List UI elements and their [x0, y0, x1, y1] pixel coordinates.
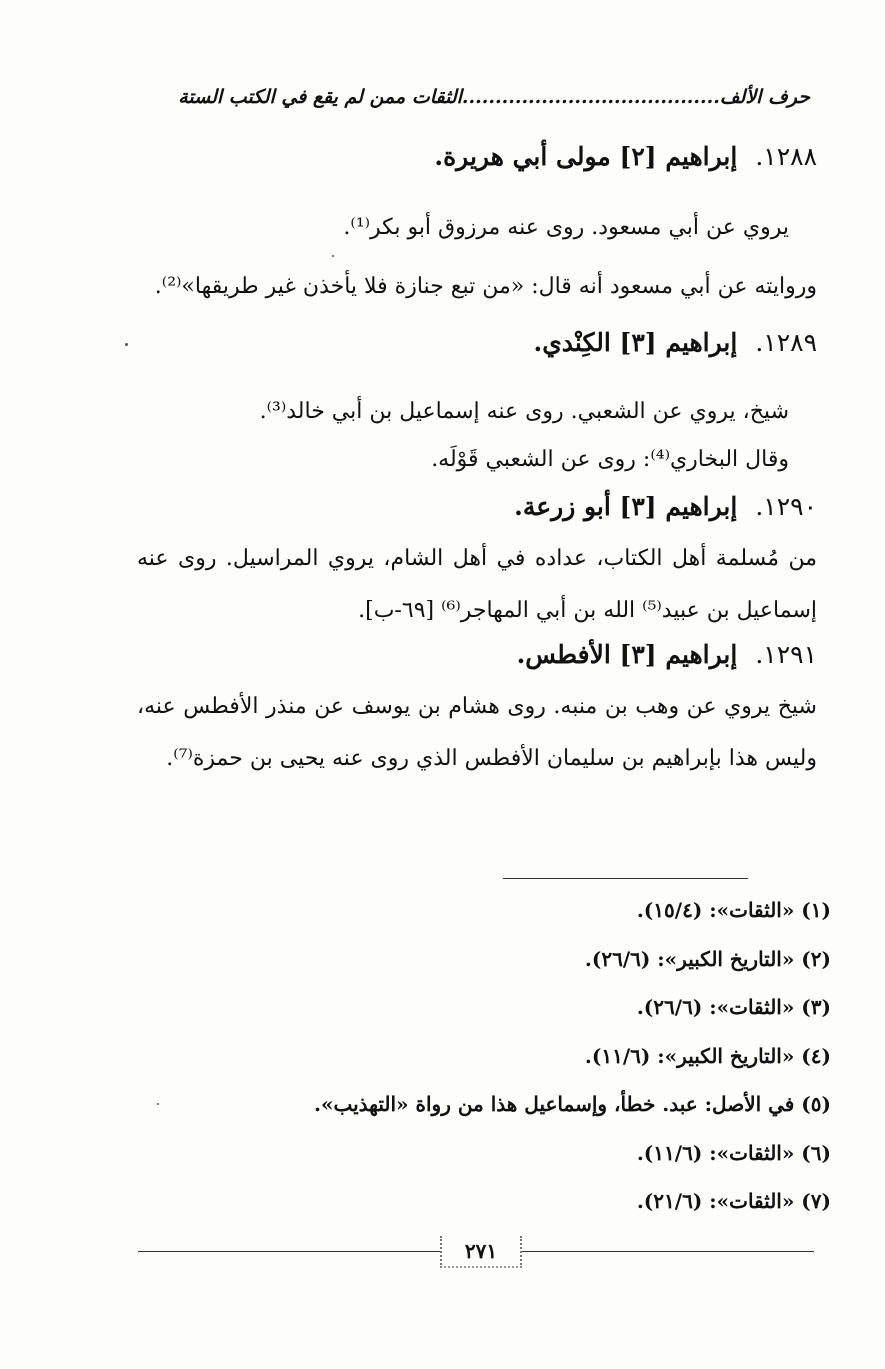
bottom-rule-right [522, 1251, 814, 1252]
entry-name: إبراهيم [٣] أبو زرعة. [514, 492, 738, 521]
entry-number: ١٢٨٩. [755, 328, 817, 357]
entry-1288-paragraph-1: يروي عن أبي مسعود. روى عنه مرزوق أبو بكر⁽¹⁾. [343, 215, 789, 240]
entry-title-1290 [514, 492, 817, 521]
entry-name: إبراهيم [٣] الأفطس. [516, 640, 738, 669]
footnote-3: (٣) «الثقات»: (٢٦/٦). [636, 995, 831, 1019]
entry-1291-paragraph-1: شيخ يروي عن وهب بن منبه. روى هشام بن يوسف عن منذر الأفطس عنه، وليس هذا بإبراهيم بن سليمان الأفطس الذي روى عنه يحيى بن حمزة⁽⁷⁾. [137, 694, 817, 771]
scan-speck [332, 255, 334, 257]
footnote-6: (٦) «الثقات»: (١١/٦). [636, 1140, 831, 1165]
footnote-5: (٥) في الأصل: عبد. خطأ، وإسماعيل هذا من رواة «التهذيب». [313, 1092, 831, 1116]
page-number: ٢٧١ [440, 1236, 522, 1268]
footnote-separator [503, 878, 748, 879]
running-header: حرف الألف.......................................الثقات ممن لم يقع في الكتب الستة [178, 86, 810, 108]
footnote-1: (١) «الثقات»: (١٥/٤). [636, 898, 831, 922]
entry-name: إبراهيم [٣] الكِنْدي. [533, 328, 738, 357]
entry-number: ١٢٩٠. [755, 492, 817, 521]
footnote-7: (٧) «الثقات»: (٢١/٦). [636, 1189, 831, 1213]
entry-number: ١٢٩١. [755, 640, 817, 669]
entry-number: ١٢٨٨. [755, 142, 817, 171]
footnotes-list [131, 890, 831, 1230]
entry-1289-paragraph-2: وقال البخاري⁽⁴⁾: روى عن الشعبي قَوْلَه. [431, 447, 789, 472]
entry-name: إبراهيم [٢] مولى أبي هريرة. [434, 142, 738, 171]
entry-1288-paragraph-2: وروايته عن أبي مسعود أنه قال: «من تبع جنازة فلا يأخذن غير طريقها»⁽²⁾. [154, 274, 817, 299]
entry-1289-paragraph-1: شيخ، يروي عن الشعبي. روى عنه إسماعيل بن أبي خالد⁽³⁾. [259, 399, 789, 424]
bottom-rule-left [138, 1251, 440, 1252]
footnote-4: (٤) «التاريخ الكبير»: (١١/٦). [584, 1043, 831, 1068]
entry-title-1291 [517, 640, 817, 669]
entry-1290-paragraph-1: من مُسلمة أهل الكتاب، عداده في أهل الشام، يروي المراسيل. روى عنه إسماعيل بن عبيد⁽⁵⁾ الله بن أبي المهاجر⁽⁶⁾ [٦٩-ب]. [137, 546, 817, 623]
scan-speck [157, 1103, 159, 1105]
entry-title-1288 [434, 142, 817, 171]
footnote-2: (٢) «التاريخ الكبير»: (٢٦/٦). [584, 946, 831, 971]
scan-speck [125, 343, 128, 346]
entry-title-1289 [534, 328, 818, 357]
